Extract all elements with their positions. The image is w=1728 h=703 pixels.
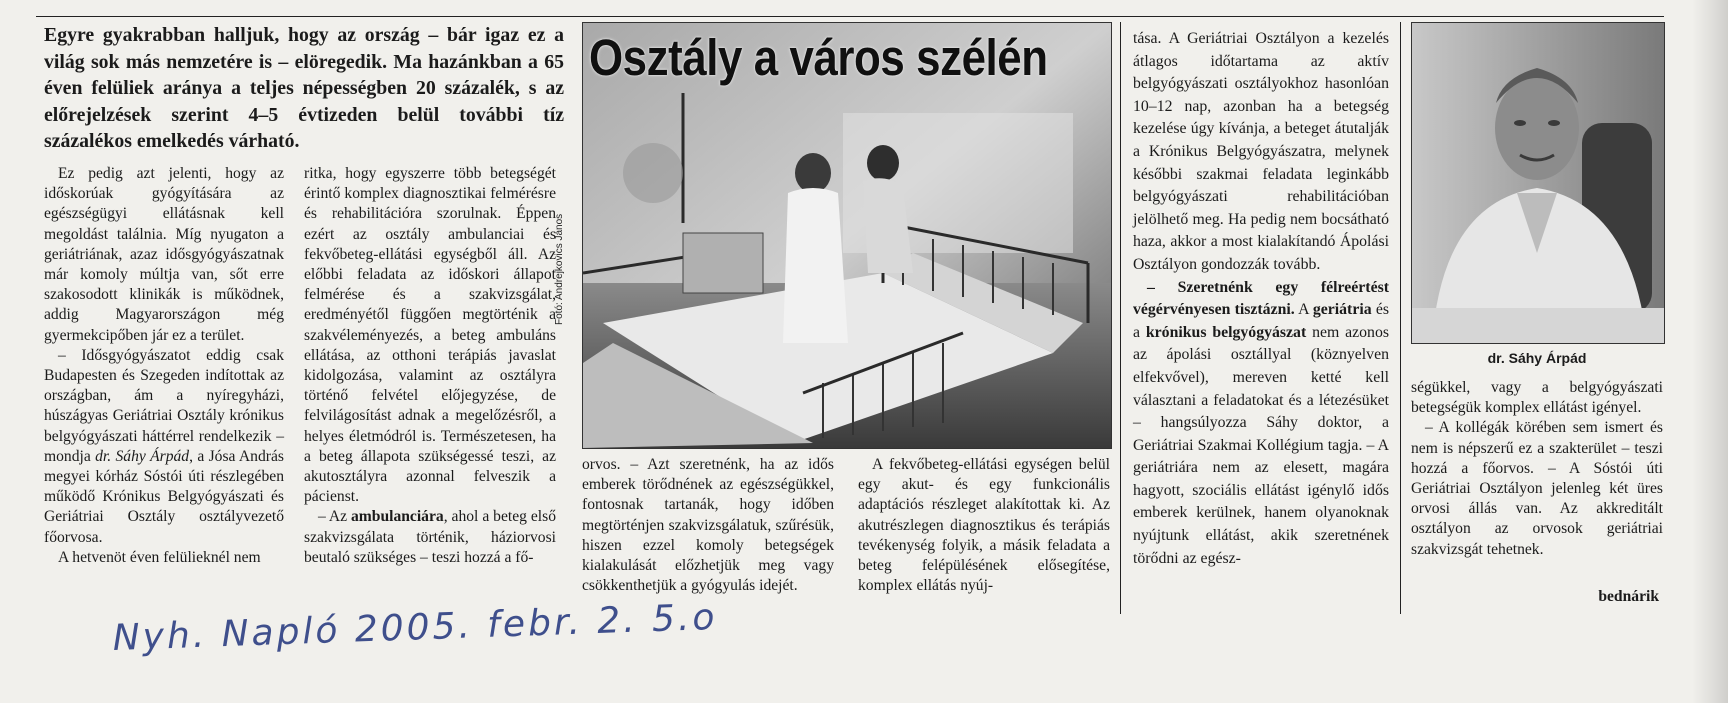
author-signature: bednárik — [1598, 588, 1659, 605]
bold-term: ambulanciára — [351, 508, 444, 526]
bold-quote: – Szeretnénk egy félreértést végérvényesen tisztázni. — [1133, 278, 1389, 319]
column-divider — [1120, 22, 1121, 614]
paragraph: – A kollégák körében sem ismert és nem is népszerű ez a szakterület – teszi hozzá a főorvos. – A Sóstói úti Geriátriai Osztályon jelenleg két üres orvosi állás van. Az akkreditált osztályon az orvosok geriátriai szakvizsgát tehetnek. — [1411, 419, 1663, 558]
article-photo — [582, 22, 1112, 449]
paragraph: A hetvenöt éven felülieknél nem — [58, 548, 261, 566]
portrait-photo — [1411, 22, 1665, 344]
portrait-caption: dr. Sáhy Árpád — [1487, 350, 1587, 366]
handwritten-note: Nyh. Napló 2005. febr. 2. 5.o — [112, 596, 719, 659]
top-rule — [36, 16, 1664, 17]
body-column-1 — [44, 164, 284, 568]
body-column-3 — [582, 455, 834, 596]
paragraph: – Idősgyógyászatot eddig csak Budapesten és Szegeden indítottak az országban, ám a nyíregyházi, húszágyas Geriátriai Osztály krónikus belgyógyászati háttérrel rendelkezik – mondja dr. Sáhy Árpád, a Jósa András megyei kórház Sóstói úti részlegében működő Krónikus Belgyógyászati és Geriátriai Osztály osztályvezető főorvosa. — [44, 346, 284, 546]
bold-term: krónikus belgyógyászat — [1145, 323, 1307, 341]
paragraph: – Az ambulanciára, ahol a beteg első szakvizsgálata történik, háziorvosi beutaló szükséges – teszi hozzá a fő- — [304, 508, 556, 566]
body-column-5 — [1133, 28, 1389, 570]
paragraph: ségükkel, vagy a belgyógyászati betegségük komplex ellátást igényel. — [1411, 379, 1663, 417]
column-divider — [1400, 22, 1401, 614]
paragraph: – Szeretnénk egy félreértést végérvényesen tisztázni. A geriátria és a krónikus belgyógyászat nem azonos az ápolási osztállyal (köznyelven elfekvővel), mereven ketté kell választani a feladatokat és a létezésüket – hangsúlyozza Sáhy doktor, a Geriátriai Szakmai Kollégium tagja. – A geriátriára nem az elesett, magára hagyott, szociális ellátást igénylő idős emberek kerülnek, hanem olyanoknak nyújtunk ellátást, akik szeretnének törődni az egész- — [1133, 278, 1390, 567]
scan-edge-shadow — [1692, 0, 1728, 703]
body-column-6 — [1411, 378, 1663, 560]
article-lead: Egyre gyakrabban halljuk, hogy az ország – bár igaz ez a világ sok más nemzetére is – elöregedik. Ma hazánkban a 65 éven felüliek aránya a teljes népességben 20 százalék, s az előrejelzések szerint 4–5 évtizeden belül további tíz százalékos emelkedés várható. — [44, 24, 564, 152]
paragraph: ritka, hogy egyszerre több betegségét érintő komplex diagnosztikai felmérésre és rehabilitációra szorulnak. Éppen ezért az osztály ambulanciai és fekvőbeteg-ellátási egységből áll. Az előbbi feladata az időskori állapot felmérése és a szakvizsgálat, eredményétől függően megtörténik a szakvéleményezés, a beteg ambuláns ellátása, az otthoni terápiás javaslat kidolgozása, valamint az osztályra történő felvétel előjegyzése, de felvilágosítást adnak a megelőzésről, a helyes életmódról is. Természetesen, ha a beteg állapota szükségessé teszi, az akutosztályra azonnal felveszik a pácienst. — [304, 165, 556, 506]
body-column-4 — [858, 455, 1110, 596]
paragraph: Ez pedig azt jelenti, hogy az időskorúak gyógyítására az egészségügyi ellátásnak kell megoldást találnia. Míg nyugaton a geriátriának, azaz idősgyógyászatnak már komoly múltja van, sőt erre szakosodott klinikák is működnek, addig Magyarországon még gyermekcipőben jár ez a terület. — [44, 165, 284, 344]
paragraph: tása. A Geriátriai Osztályon a kezelés átlagos időtartama az aktív belgyógyászati osztályokhoz hasonlóan 10–12 nap, azonban ha a betegség kezelése úgy kívánja, a beteget átutalják a Krónikus Belgyógyászatra, melynek későbbi szakmai feladata leginkább belgyógyászati rehabilitációban jelölhető meg. Ha pedig nem bocsátható haza, akkor a most kialakítandó Ápolási Osztályon gondozzák tovább. — [1133, 30, 1389, 273]
quoted-name: dr. Sáhy Árpád — [95, 447, 190, 465]
headline: Osztály a város szélén — [589, 29, 1048, 86]
bold-term: geriátria — [1312, 301, 1372, 319]
paragraph: orvos. – Azt szeretnénk, ha az idős emberek törődnének az egészségükkel, fontosnak tartanák, hogy időben megtörténjen szakvizsgálatuk, szűrésük, hiszen ezzel komoly betegségek kialakulását előzhetjük meg vagy csökkenthetjük a gyógyulás idejét. — [582, 456, 834, 595]
body-column-2 — [304, 164, 556, 568]
paragraph: A fekvőbeteg-ellátási egységen belül egy akut- és egy funkcionális adaptációs részleget alakítottak ki. Az akutrészlegen diagnosztikus és terápiás tevékenység folyik, a másik feladata a beteg felépülésének elősegítése, komplex ellátás nyúj- — [858, 456, 1110, 595]
doctor-portrait — [1412, 23, 1664, 343]
photo-credit: Fotó: Andrejkovics János — [554, 213, 565, 325]
